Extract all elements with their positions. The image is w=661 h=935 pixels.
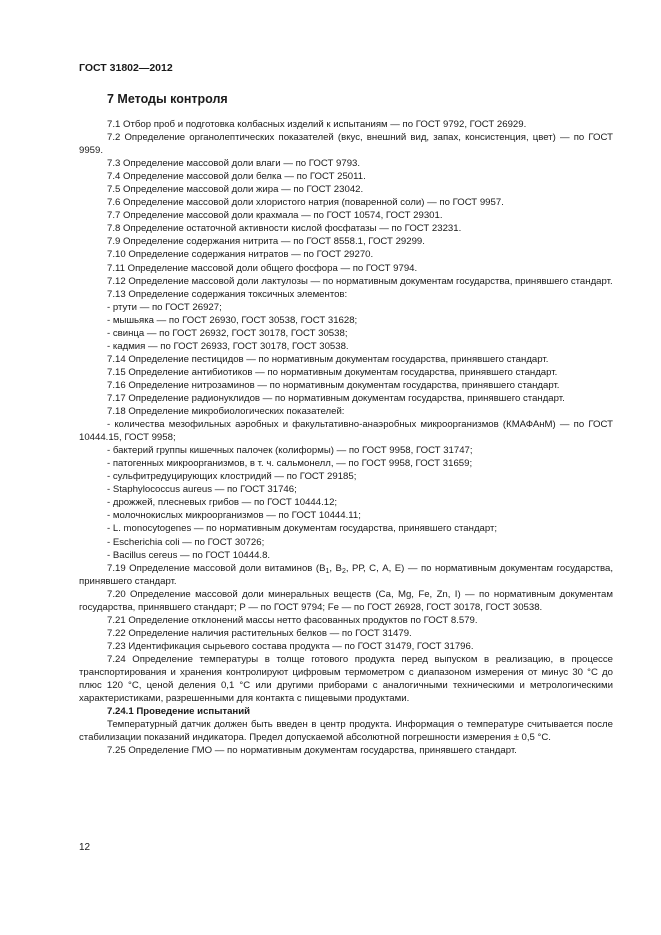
vitamins-text-start: 7.19 Определение массовой доли витаминов (В <box>107 562 326 574</box>
paragraph-7-15: 7.15 Определение антибиотиков — по нормативным документам государства, принявшего стандарт. <box>107 366 558 378</box>
paragraph-7-18: 7.18 Определение микробиологических показателей: <box>107 406 345 418</box>
list-item: - свинца — по ГОСТ 26932, ГОСТ 30178, ГОСТ 30538; <box>107 327 348 339</box>
page-number: 12 <box>79 842 91 853</box>
paragraph-7-22: 7.22 Определение наличия растительных белков — по ГОСТ 31479. <box>107 627 412 639</box>
paragraph-7-8: 7.8 Определение остаточной активности кислой фосфатазы — по ГОСТ 23231. <box>107 223 462 235</box>
vitamins-text-mid: , В <box>329 562 342 574</box>
section-title: 7 Методы контроля <box>107 92 228 106</box>
list-item: - патогенных микроорганизмов, в т. ч. сальмонелл, — по ГОСТ 9958, ГОСТ 31659; <box>107 458 473 470</box>
paragraph-7-7: 7.7 Определение массовой доли крахмала — по ГОСТ 10574, ГОСТ 29301. <box>107 210 443 222</box>
list-item: - L. monocytogenes — по нормативным документам государства, принявшего стандарт; <box>107 523 498 535</box>
list-item: - ртути — по ГОСТ 26927; <box>107 301 222 313</box>
vitamins-text-end: , РР, С, А, Е) — по нормативным документам государства, принявшего стандарт. <box>79 562 613 587</box>
paragraph-7-12: 7.12 Определение массовой доли лактулозы — по нормативным документам государства, принявшего стандарт. <box>107 275 613 287</box>
list-item: - сульфитредуцирующих клостридий — по ГОСТ 29185; <box>107 471 357 483</box>
paragraph-7-20: 7.20 Определение массовой доли минеральных веществ (Ca, Mg, Fe, Zn, I) — по нормативным документам государства, принявшего стандарт; Р — по ГОСТ 9794; Fe — по ГОСТ 26928, ГОСТ 30178, ГОСТ 30538. <box>79 588 613 613</box>
paragraph-7-17: 7.17 Определение радионуклидов — по нормативным документам государства, принявшего стандарт. <box>107 392 565 404</box>
list-item: - дрожжей, плесневых грибов — по ГОСТ 10444.12; <box>107 497 338 509</box>
section-body <box>79 118 613 757</box>
subscript-1: 1 <box>325 567 330 575</box>
list-item: - бактерий группы кишечных палочек (колиформы) — по ГОСТ 9958, ГОСТ 31747; <box>107 445 473 457</box>
paragraph-7-3: 7.3 Определение массовой доли влаги — по ГОСТ 9793. <box>107 158 361 170</box>
paragraph-7-5: 7.5 Определение массовой доли жира — по ГОСТ 23042. <box>107 184 364 196</box>
list-item: - мышьяка — по ГОСТ 26930, ГОСТ 30538, ГОСТ 31628; <box>107 314 358 326</box>
paragraph-7-21: 7.21 Определение отклонений массы нетто фасованных продуктов по ГОСТ 8.579. <box>107 614 478 626</box>
paragraph-7-11: 7.11 Определение массовой доли общего фосфора — по ГОСТ 9794. <box>107 262 418 274</box>
paragraph-7-13: 7.13 Определение содержания токсичных элементов: <box>107 288 348 300</box>
paragraph-7-10: 7.10 Определение содержания нитратов — по ГОСТ 29270. <box>107 249 374 261</box>
paragraph-7-4: 7.4 Определение массовой доли белка — по ГОСТ 25011. <box>107 171 366 183</box>
paragraph-7-2: 7.2 Определение органолептических показателей (вкус, внешний вид, запах, консистенция, цвет) — по ГОСТ 9959. <box>79 132 613 157</box>
list-item: - кадмия — по ГОСТ 26933, ГОСТ 30178, ГОСТ 30538. <box>107 340 349 352</box>
paragraph-7-6: 7.6 Определение массовой доли хлористого натрия (поваренной соли) — по ГОСТ 9957. <box>107 197 504 209</box>
paragraph-7-14: 7.14 Определение пестицидов — по нормативным документам государства, принявшего стандарт. <box>107 353 549 365</box>
paragraph-7-23: 7.23 Идентификация сырьевого состава продукта — по ГОСТ 31479, ГОСТ 31796. <box>107 640 474 652</box>
document-header: ГОСТ 31802—2012 <box>79 62 173 74</box>
paragraph-7-1: 7.1 Отбор проб и подготовка колбасных изделий к испытаниям — по ГОСТ 9792, ГОСТ 26929. <box>107 119 527 130</box>
paragraph-7-9: 7.9 Определение содержания нитрита — по ГОСТ 8558.1, ГОСТ 29299. <box>107 236 425 248</box>
list-item: - количества мезофильных аэробных и факультативно-анаэробных микроорганизмов (КМАФАнМ) — по ГОСТ 10444.15, ГОСТ 9958; <box>79 419 613 444</box>
paragraph-7-24: 7.24 Определение температуры в толще готового продукта перед выпуском в реализацию, в процессе транспортирования и хранения контролируют цифровым термометром с диапазоном измерения от минус 30 °С до плюс 120 °С, ценой деления 0,1 °С или другими приборами с аналогичными техническими и метрологическими характеристиками, разрешенными для контакта с пищевыми продуктами. <box>79 653 613 705</box>
paragraph-7-16: 7.16 Определение нитрозаминов — по нормативным документам государства, принявшего стандарт. <box>107 379 560 391</box>
list-item: - Bacillus cereus — по ГОСТ 10444.8. <box>107 549 271 561</box>
paragraph-test-procedure: Температурный датчик должен быть введен в центр продукта. Информация о температуре считывается после стабилизации показаний индикатора. Предел допускаемой абсолютной погрешности измерения ± 0,5 °С. <box>79 719 613 744</box>
paragraph-7-19 <box>79 562 613 588</box>
list-item: - молочнокислых микроорганизмов — по ГОСТ 10444.11; <box>107 510 361 522</box>
subscript-2: 2 <box>341 567 346 575</box>
list-item: - Staphylococcus aureus — по ГОСТ 31746; <box>107 484 297 496</box>
list-item: - Escherichia coli — по ГОСТ 30726; <box>107 536 265 548</box>
subsection-heading-7-24-1: 7.24.1 Проведение испытаний <box>107 706 251 718</box>
paragraph-7-25: 7.25 Определение ГМО — по нормативным документам государства, принявшего стандарт. <box>107 745 517 757</box>
